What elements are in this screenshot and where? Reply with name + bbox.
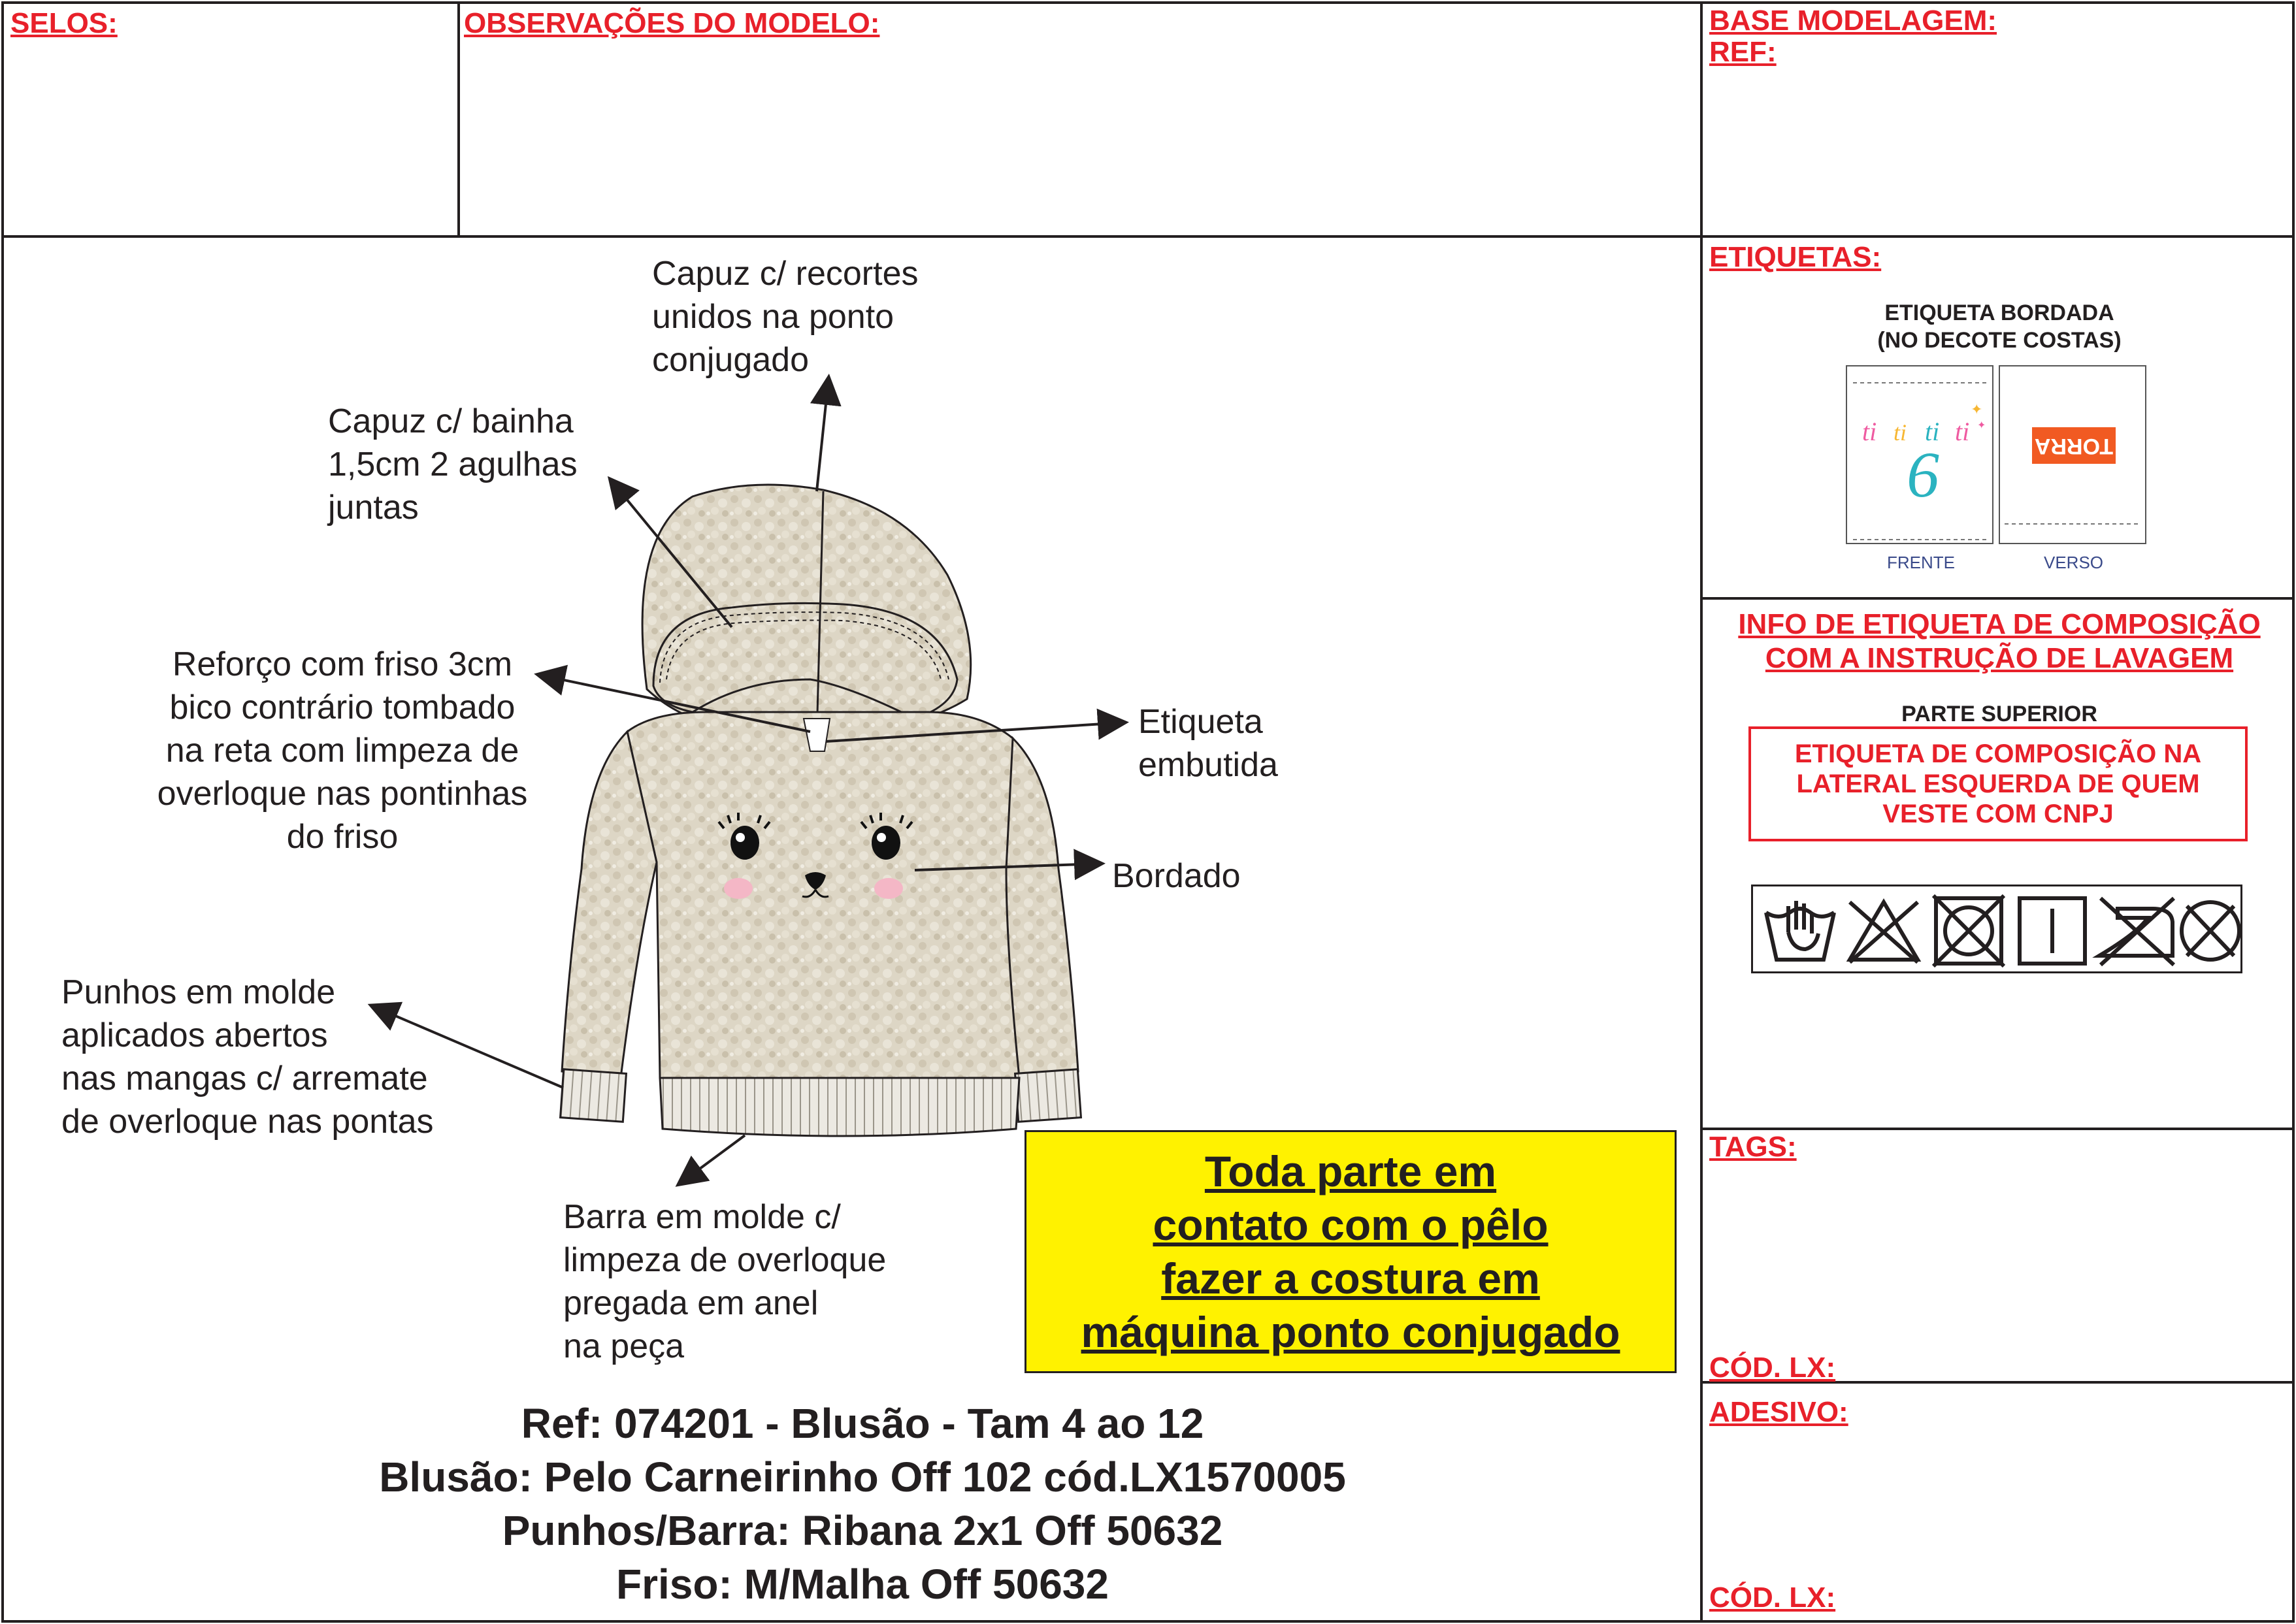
annotation-punhos: Punhos em molde aplicados abertos nas mangas c/ arremate de overloque nas pontas bbox=[61, 973, 434, 1141]
annotation-reforco-friso: Reforço com friso 3cm bico contrário tombado na reta com limpeza de overloque nas pontinhas do friso bbox=[157, 645, 528, 856]
tag-front bbox=[1846, 366, 1993, 544]
annotation-barra: Barra em molde c/ limpeza de overloque pregada em anel na peça bbox=[563, 1198, 887, 1365]
comp-line2: LATERAL ESQUERDA DE QUEM bbox=[1796, 770, 2200, 798]
selos-label: SELOS: bbox=[10, 7, 118, 39]
svg-text:✦: ✦ bbox=[1977, 420, 1986, 431]
annotation-capuz-recortes: Capuz c/ recortes unidos na ponto conjugado bbox=[652, 255, 919, 379]
right-cuff bbox=[1015, 1069, 1081, 1122]
tag-back bbox=[1999, 366, 2146, 544]
label-tags-drawing bbox=[1843, 363, 2150, 546]
etiqueta-bordada-line1: ETIQUETA BORDADA bbox=[1884, 300, 2114, 325]
hood bbox=[642, 485, 971, 738]
comp-line3: VESTE COM CNPJ bbox=[1882, 800, 2114, 828]
tags-label: TAGS: bbox=[1709, 1131, 1797, 1163]
left-cuff bbox=[561, 1069, 627, 1122]
comp-line1: ETIQUETA DE COMPOSIÇÃO NA bbox=[1794, 739, 2202, 768]
spec-rib-line: Punhos/Barra: Ribana 2x1 Off 50632 bbox=[502, 1507, 1223, 1554]
no-iron-icon bbox=[2099, 898, 2174, 965]
info-line2: COM A INSTRUÇÃO DE LAVAGEM bbox=[1765, 642, 2234, 674]
sewing-notice-box bbox=[1025, 1130, 1677, 1373]
ref-label: REF: bbox=[1709, 36, 1777, 68]
adesivo-label: ADESIVO: bbox=[1709, 1396, 1848, 1428]
svg-text:ti: ti bbox=[1862, 417, 1877, 446]
no-bleach-icon bbox=[1850, 902, 1918, 962]
composicao-box bbox=[1700, 597, 2295, 1130]
annotation-bordado: Bordado bbox=[1112, 857, 1241, 895]
svg-text:ti: ti bbox=[1925, 417, 1940, 446]
svg-text:✦: ✦ bbox=[1971, 401, 1983, 417]
svg-text:ti: ti bbox=[1955, 417, 1970, 446]
tag-number-glyph: 6 bbox=[1907, 438, 1939, 511]
etiqueta-bordada-title bbox=[1816, 299, 2182, 354]
info-etiqueta-title bbox=[1705, 608, 2293, 675]
etiquetas-label: ETIQUETAS: bbox=[1709, 241, 1882, 273]
notice-line4: máquina ponto conjugado bbox=[1081, 1308, 1620, 1356]
wash-symbols-box bbox=[1751, 885, 2242, 973]
notice-line2: contato com o pêlo bbox=[1153, 1201, 1549, 1249]
parte-superior-label: PARTE SUPERIOR bbox=[1901, 702, 2097, 726]
spec-friso-line: Friso: M/Malha Off 50632 bbox=[616, 1561, 1109, 1608]
body bbox=[561, 712, 1081, 1136]
observacoes-label: OBSERVAÇÕES DO MODELO: bbox=[464, 7, 880, 39]
notice-line3: fazer a costura em bbox=[1161, 1254, 1540, 1303]
spec-fabric-line: Blusão: Pelo Carneirinho Off 102 cód.LX1570005 bbox=[379, 1453, 1346, 1501]
waistband bbox=[660, 1078, 1019, 1136]
verso-label: VERSO bbox=[2044, 553, 2104, 572]
base-modelagem-label: BASE MODELAGEM: bbox=[1709, 5, 1997, 37]
spec-ref-line: Ref: 074201 - Blusão - Tam 4 ao 12 bbox=[521, 1400, 1204, 1447]
cod-lx-label-2: CÓD. LX: bbox=[1709, 1582, 1836, 1614]
cod-lx-label-1: CÓD. LX: bbox=[1709, 1352, 1836, 1384]
annotation-capuz-bainha: Capuz c/ bainha 1,5cm 2 agulhas juntas bbox=[328, 402, 578, 527]
brand-logo-text: TORRA bbox=[2034, 434, 2114, 459]
composicao-redbox bbox=[1748, 726, 2248, 841]
tags-box bbox=[1700, 1128, 2295, 1384]
svg-text:ti: ti bbox=[1894, 419, 1907, 446]
info-line1: INFO DE ETIQUETA DE COMPOSIÇÃO bbox=[1738, 608, 2261, 640]
annotation-etiqueta-embutida: Etiqueta embutida bbox=[1138, 703, 1278, 784]
no-tumble-dry-icon bbox=[1933, 896, 2004, 966]
no-dry-clean-icon bbox=[2182, 902, 2239, 960]
line-dry-icon bbox=[2020, 898, 2085, 964]
frente-label: FRENTE bbox=[1887, 553, 1955, 572]
hand-wash-icon bbox=[1766, 901, 1834, 960]
etiqueta-bordada-line2: (NO DECOTE COSTAS) bbox=[1877, 328, 2122, 353]
notice-line1: Toda parte em bbox=[1204, 1147, 1497, 1195]
